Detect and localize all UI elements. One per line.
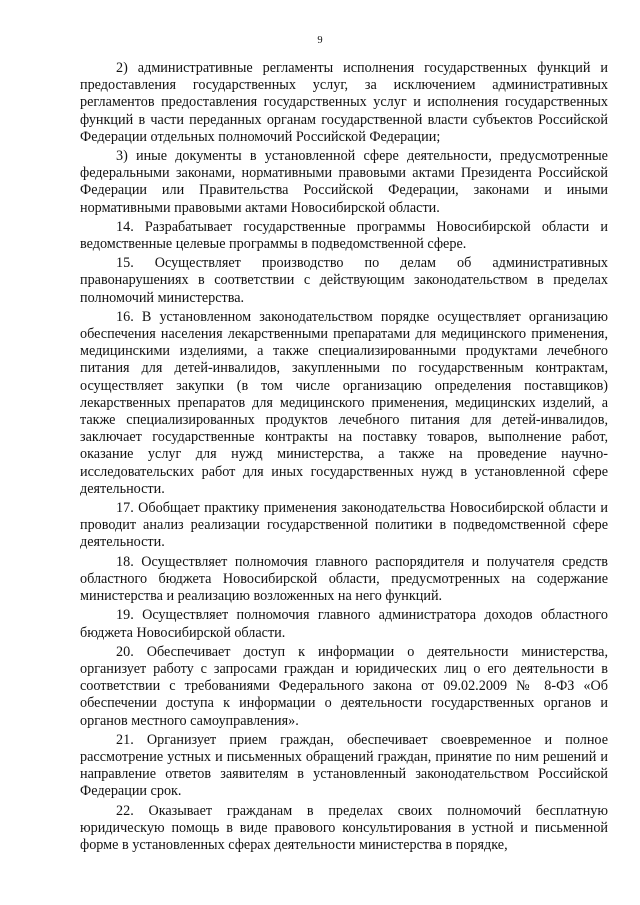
document-body (80, 60, 608, 856)
paragraph-22: 22. Оказывает гражданам в пределах своих полномочий бесплатную юридическую помощь в виде правового консультирования в устной и письменной форме в установленных сферах деятельности министерства в порядке, (80, 802, 608, 853)
paragraph-14: 14. Разрабатывает государственные программы Новосибирской области и ведомственные целевые программы в подведомственной сфере. (80, 218, 608, 253)
paragraph-item-2: 2) административные регламенты исполнения государственных функций и предоставления государственных услуг, за исключением административных регламентов предоставления государственных услуг и исполнения государственных функций в части переданных органам государственной власти субъектов Российской Федерации отдельных полномочий Российской Федерации; (80, 60, 608, 145)
paragraph-17: 17. Обобщает практику применения законодательства Новосибирской области и проводит анализ реализации государственной политики в подведомственной сфере деятельности. (80, 500, 608, 551)
paragraph-21: 21. Организует прием граждан, обеспечивает своевременное и полное рассмотрение устных и письменных обращений граждан, принятие по ним решений и направление ответов заявителям в установленный законодательством Российской Федерации срок. (80, 731, 608, 800)
page-number: 9 (317, 35, 323, 46)
paragraph-20: 20. Обеспечивает доступ к информации о деятельности министерства, организует работу с запросами граждан и юридических лиц о его деятельности в соответствии с требованиями Федерального закона от 09.02.2009 № 8-ФЗ «Об обеспечении доступа к информации о деятельности государственных органов и органов местного самоуправления». (80, 643, 608, 729)
paragraph-15: 15. Осуществляет производство по делам об административных правонарушениях в соответствии с действующим законодательством в пределах полномочий министерства. (80, 255, 608, 306)
paragraph-19: 19. Осуществляет полномочия главного администратора доходов областного бюджета Новосибирской области. (80, 607, 608, 641)
paragraph-16: 16. В установленном законодательством порядке осуществляет организацию обеспечения населения лекарственными препаратами для медицинского применения, медицинскими изделиями, а также специализированными продуктами лечебного питания для детей-инвалидов, закупленными по государственным контрактам, осуществляет закупки (в том числе организацию определения поставщиков) лекарственных препаратов для медицинского применения, медицинских изделий, а также специализированных продуктов лечебного питания для детей-инвалидов, заключает государственные контракты на поставку товаров, выполнение работ, оказание услуг для нужд министерства, а также на проведение научно-исследовательских работ для иных государственных нужд в установленной сфере деятельности. (80, 308, 608, 497)
paragraph-18: 18. Осуществляет полномочия главного распорядителя и получателя средств областного бюджета Новосибирской области, предусмотренных на содержание министерства и реализацию возложенных на него функций. (80, 553, 608, 605)
paragraph-item-3: 3) иные документы в установленной сфере деятельности, предусмотренные федеральными законами, нормативными правовыми актами Президента Российской Федерации или Правительства Российской Федерации, законами и иными нормативными правовыми актами Новосибирской области. (80, 148, 608, 216)
